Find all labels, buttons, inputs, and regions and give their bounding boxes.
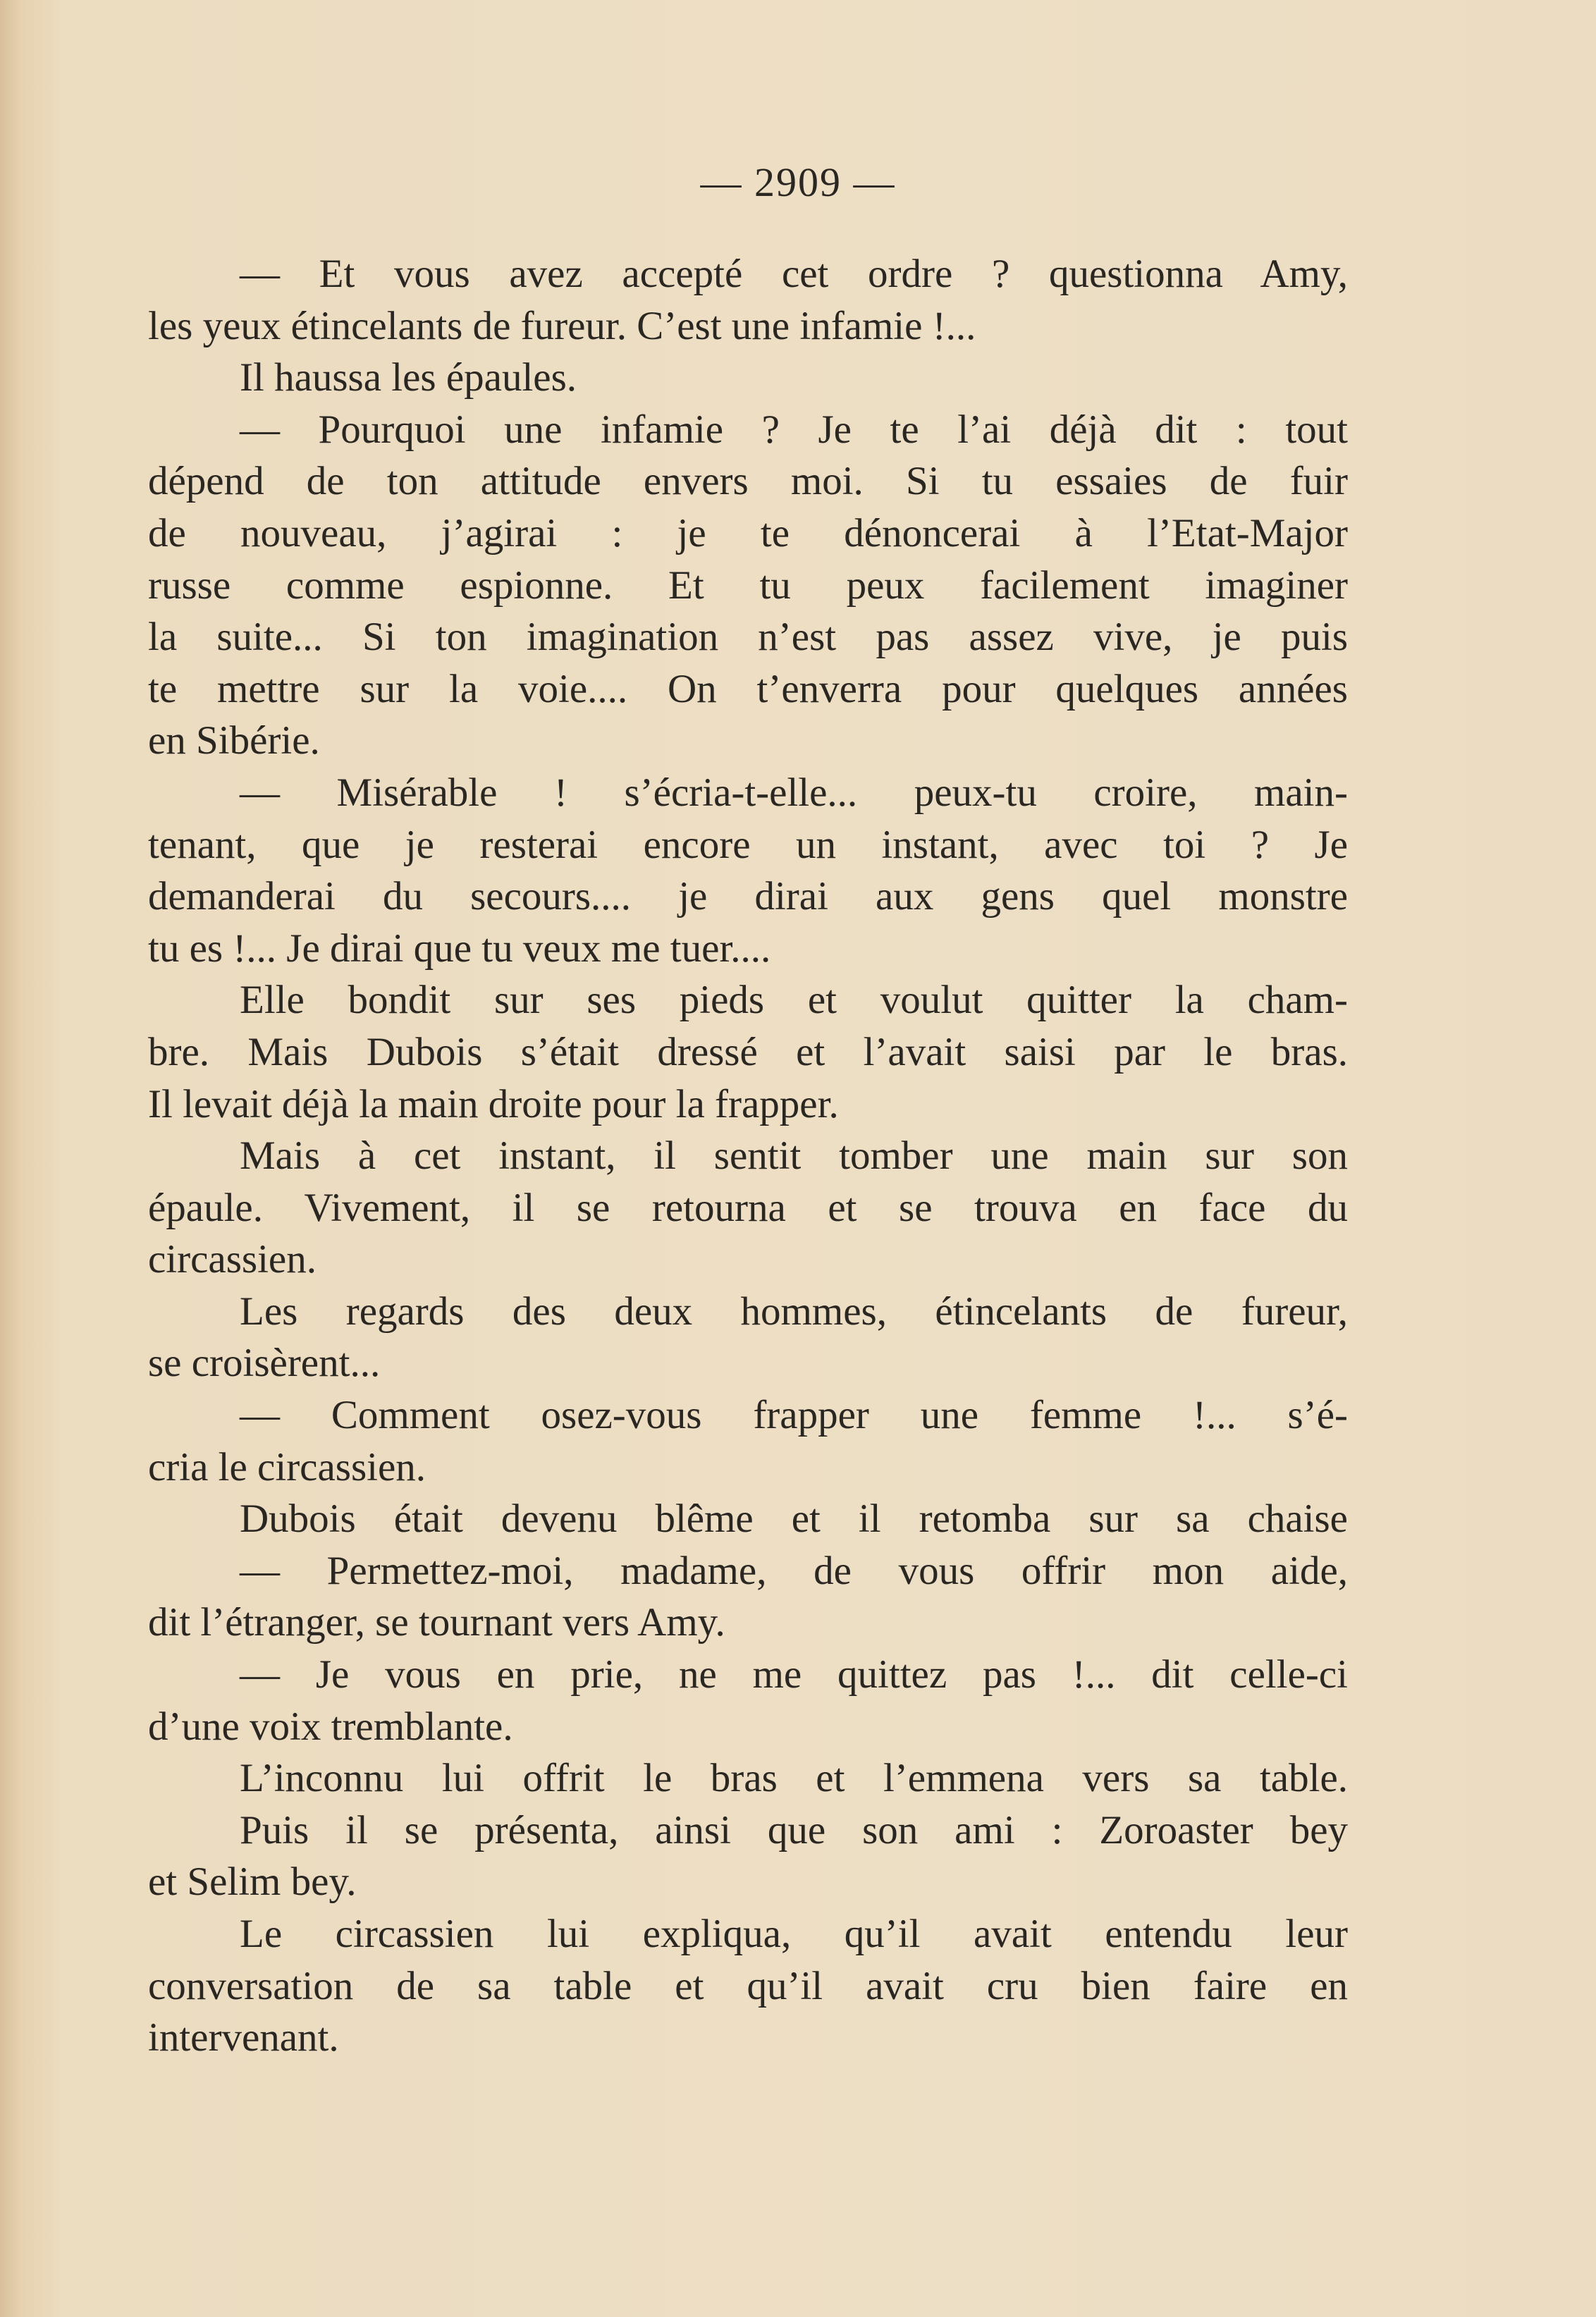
text-line: conversation de sa table et qu’il avait cru bien faire en <box>148 1963 1348 2008</box>
text-line: la suite... Si ton imagination n’est pas assez vive, je puis <box>148 615 1348 660</box>
text-line: circassien. <box>148 1237 317 1282</box>
text-line: Mais à cet instant, il sentit tomber une main sur son <box>240 1133 1348 1179</box>
text-line: tu es !... Je dirai que tu veux me tuer.... <box>148 926 771 971</box>
text-line: — Je vous en prie, ne me quittez pas !... dit celle-ci <box>240 1652 1348 1697</box>
text-line: de nouveau, j’agirai : je te dénoncerai à l’Etat-Major <box>148 510 1348 555</box>
text-line: — Pourquoi une infamie ? Je te l’ai déjà dit : tout <box>240 407 1348 452</box>
text-line: russe comme espionne. Et tu peux facilement imaginer <box>148 563 1348 608</box>
text-line: en Sibérie. <box>148 718 320 763</box>
text-line: — Permettez-moi, madame, de vous offrir mon aide, <box>240 1548 1348 1593</box>
text-line: Les regards des deux hommes, étincelants de fureur, <box>240 1289 1348 1334</box>
text-line: dit l’étranger, se tournant vers Amy. <box>148 1600 725 1645</box>
text-line: tenant, que je resterai encore un instant, avec toi ? Je <box>148 822 1348 867</box>
text-line: dépend de ton attitude envers moi. Si tu essaies de fuir <box>148 459 1348 504</box>
text-line: cria le circassien. <box>148 1444 426 1489</box>
text-line: les yeux étincelants de fureur. C’est une infamie !... <box>148 303 976 348</box>
text-line: — Et vous avez accepté cet ordre ? questionna Amy, <box>240 252 1348 296</box>
text-line: — Comment osez-vous frapper une femme !... s’é- <box>240 1393 1348 1438</box>
text-line: Puis il se présenta, ainsi que son ami : Zoroaster bey <box>240 1807 1348 1852</box>
text-line: te mettre sur la voie.... On t’enverra pour quelques années <box>148 666 1348 711</box>
text-line: et Selim bey. <box>148 1860 357 1905</box>
text-line: Il levait déjà la main droite pour la frapper. <box>148 1081 839 1126</box>
text-line: épaule. Vivement, il se retourna et se trouva en face du <box>148 1185 1348 1230</box>
text-line: Le circassien lui expliqua, qu’il avait entendu leur <box>240 1912 1348 1956</box>
text-line: demanderai du secours.... je dirai aux gens quel monstre <box>148 874 1348 919</box>
text-line: Il haussa les épaules. <box>240 355 577 400</box>
text-line: se croisèrent... <box>148 1341 381 1386</box>
text-line: L’inconnu lui offrit le bras et l’emmena vers sa table. <box>240 1756 1348 1801</box>
page-number: — 2909 — <box>700 159 896 205</box>
text-line: d’une voix tremblante. <box>148 1704 513 1749</box>
text-line: — Misérable ! s’écria-t-elle... peux-tu croire, main- <box>240 770 1348 815</box>
text-line: intervenant. <box>148 2015 339 2060</box>
page-body-text <box>148 248 1348 2064</box>
text-line: Dubois était devenu blême et il retomba sur sa chaise <box>240 1496 1348 1542</box>
text-line: Elle bondit sur ses pieds et voulut quitter la cham- <box>240 978 1348 1023</box>
text-line: bre. Mais Dubois s’était dressé et l’avait saisi par le bras. <box>148 1029 1348 1074</box>
